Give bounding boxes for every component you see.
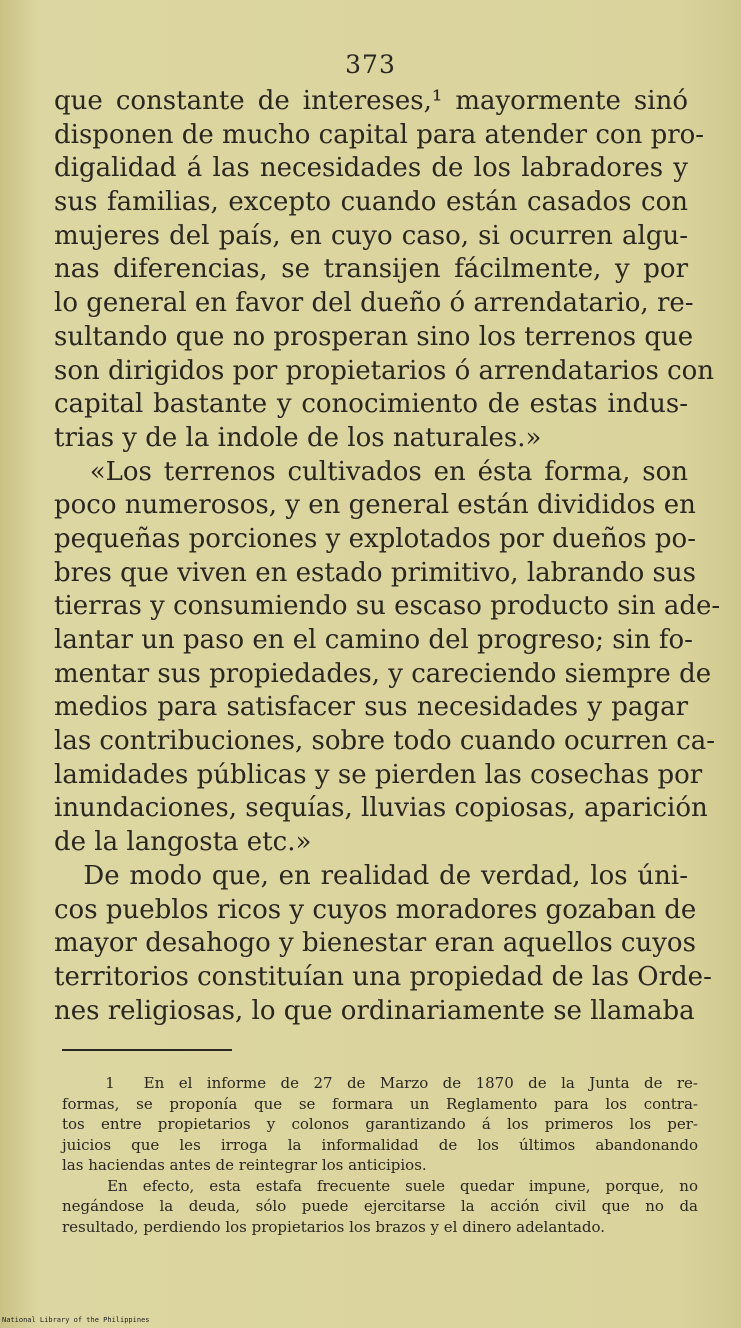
body-line: nes religiosas, lo que ordinariamente se llamaba bbox=[54, 995, 695, 1026]
footnote-line: las haciendas antes de reintegrar los anticipios. bbox=[62, 1156, 427, 1174]
footnote-line: En efecto, esta estafa frecuente suele quedar impune, porque, no bbox=[62, 1176, 698, 1195]
body-line: son dirigidos por propietarios ó arrendatarios con bbox=[54, 355, 715, 386]
body-line: nas diferencias, se transijen fácilmente, y por bbox=[54, 254, 688, 285]
body-line: lamidades públicas y se pierden las cosechas por bbox=[54, 759, 703, 790]
body-line: las contribuciones, sobre todo cuando ocurren ca- bbox=[54, 726, 716, 757]
footnote-line: resultado, perdiendo los propietarios los brazos y el dinero adelantado. bbox=[62, 1217, 606, 1236]
body-line: «Los terrenos cultivados en ésta forma, son bbox=[54, 456, 688, 487]
body-text bbox=[54, 85, 721, 1028]
footnote-line: tos entre propietarios y colonos garantizando á los primeros los per- bbox=[62, 1115, 698, 1133]
footnote-line: 1 En el informe de 27 de Marzo de 1870 de la Junta de re- bbox=[62, 1074, 698, 1092]
body-line: digalidad á las necesidades de los labradores y bbox=[54, 153, 688, 184]
footnote-line: juicios que les irroga la informalidad de los últimos abandonando bbox=[62, 1135, 698, 1154]
body-line: de la langosta etc.» bbox=[54, 827, 312, 858]
footnote-line: formas, se proponía que se formara un Reglamento para los contra- bbox=[62, 1094, 698, 1113]
footnotes bbox=[62, 1073, 698, 1237]
body-line: mujeres del país, en cuyo caso, si ocurren algu- bbox=[54, 220, 688, 251]
body-line: disponen de mucho capital para atender con pro- bbox=[54, 119, 705, 150]
body-line: territorios constituían una propiedad de las Orde- bbox=[54, 961, 712, 992]
body-line: mentar sus propiedades, y careciendo siempre de bbox=[54, 658, 712, 689]
body-line: trias y de la indole de los naturales.» bbox=[54, 422, 542, 453]
body-line: tierras y consumiendo su escaso producto sin ade- bbox=[54, 591, 721, 622]
body-line: medios para satisfacer sus necesidades y pagar bbox=[54, 692, 688, 723]
body-line: poco numerosos, y en general están divididos en bbox=[54, 490, 696, 521]
footnote-line: negándose la deuda, sólo puede ejercitarse la acción civil que no da bbox=[62, 1197, 698, 1215]
body-line: pequeñas porciones y explotados por dueños po- bbox=[54, 523, 696, 554]
body-line: lo general en favor del dueño ó arrendatario, re- bbox=[54, 288, 694, 319]
page-number: 373 bbox=[345, 50, 396, 79]
body-line: que constante de intereses,¹ mayormente sinó bbox=[54, 86, 688, 116]
body-line: mayor desahogo y bienestar eran aquellos cuyos bbox=[54, 928, 696, 959]
body-line: cos pueblos ricos y cuyos moradores gozaban de bbox=[54, 894, 697, 925]
body-line: sultando que no prosperan sino los terrenos que bbox=[54, 321, 694, 352]
library-credit: National Library of the Philippines bbox=[2, 1316, 150, 1324]
body-line: bres que viven en estado primitivo, labrando sus bbox=[54, 557, 696, 588]
body-line: sus familias, excepto cuando están casados con bbox=[54, 187, 688, 218]
body-line: lantar un paso en el camino del progreso; sin fo- bbox=[54, 625, 693, 655]
body-line: inundaciones, sequías, lluvias copiosas, aparición bbox=[54, 793, 708, 824]
body-line: De modo que, en realidad de verdad, los úni- bbox=[54, 860, 688, 891]
footnote-divider bbox=[62, 1049, 232, 1051]
body-line: capital bastante y conocimiento de estas indus- bbox=[54, 389, 688, 420]
